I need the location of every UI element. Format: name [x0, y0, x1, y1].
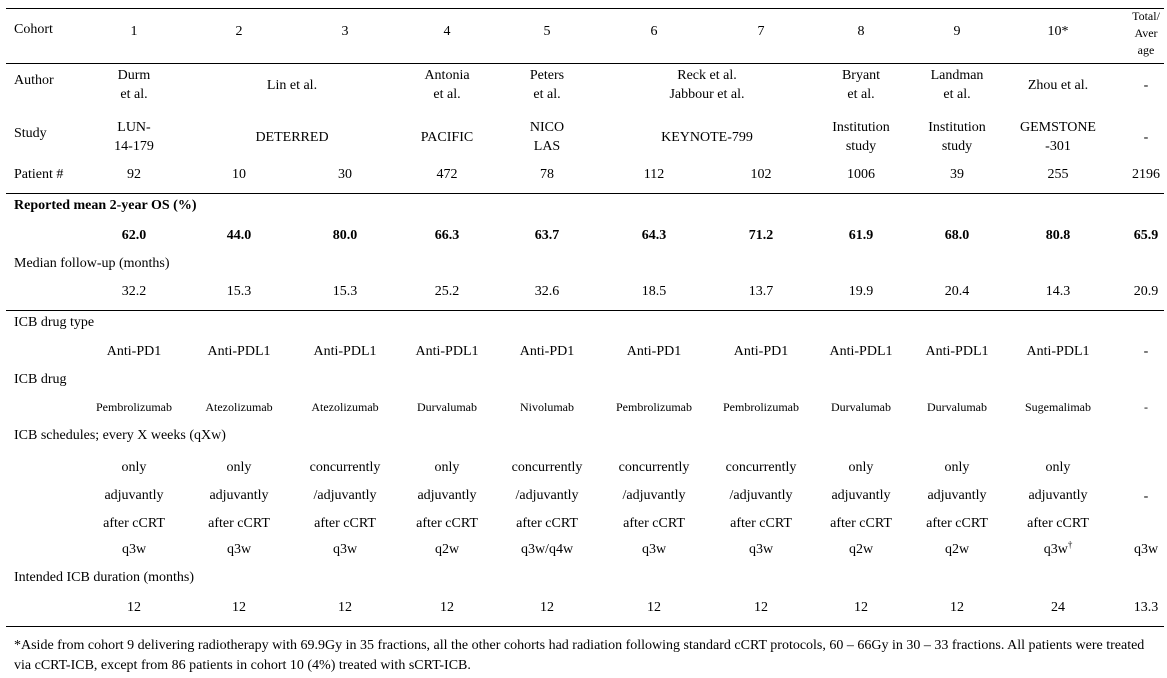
- header-cohort: 10*: [1047, 24, 1069, 39]
- patients-cell: 472: [436, 167, 458, 182]
- duration-cell: 12: [950, 600, 964, 615]
- study-label: Study: [14, 126, 47, 141]
- drug-cell: Pembrolizumab: [96, 400, 172, 414]
- os-cell: 66.3: [434, 228, 460, 243]
- drug-cell: Atezolizumab: [311, 400, 379, 414]
- author-label: Author: [14, 73, 54, 88]
- schedule-cell: only adjuvantly after cCRT: [103, 460, 165, 531]
- os-cell: 63.7: [534, 228, 560, 243]
- duration-cell: 12: [338, 600, 352, 615]
- os-cell: 44.0: [226, 228, 252, 243]
- drug-cell: Pembrolizumab: [616, 400, 692, 414]
- duration-cell: 13.3: [1133, 600, 1159, 615]
- schedule-cell: only adjuvantly after cCRT: [416, 460, 478, 531]
- header-cohort: 9: [953, 24, 961, 39]
- os-cell: 65.9: [1133, 228, 1159, 243]
- duration-cell: 12: [647, 600, 661, 615]
- drug-type-cell: Anti-PDL1: [415, 344, 479, 359]
- duration-cell: 24: [1051, 600, 1065, 615]
- frequency-cell: q2w: [434, 542, 460, 557]
- table-rule-top: [6, 8, 1164, 9]
- study-cell: Institution study: [928, 120, 986, 154]
- drug-type-cell: Anti-PDL1: [313, 344, 377, 359]
- os-cell: 62.0: [121, 228, 147, 243]
- drug-type-cell: -: [1143, 344, 1149, 359]
- schedule-cell: only adjuvantly after cCRT: [830, 460, 892, 531]
- drug-type-cell: Anti-PD1: [519, 344, 575, 359]
- drug-type-cell: Anti-PDL1: [1026, 344, 1090, 359]
- patients-label: Patient #: [14, 167, 64, 182]
- frequency-cell: q2w: [848, 542, 874, 557]
- patients-cell: 30: [338, 167, 352, 182]
- schedule-cell: only adjuvantly after cCRT: [926, 460, 988, 531]
- study-cell: NICO LAS: [529, 120, 565, 154]
- header-cohort: 3: [341, 24, 349, 39]
- patients-cell: 92: [127, 167, 141, 182]
- drug-cell: Durvalumab: [417, 400, 477, 414]
- table-rule-section-1: [6, 193, 1164, 194]
- table-footnote: *Aside from cohort 9 delivering radiotherapy with 69.9Gy in 35 fractions, all the other cohorts had radiation following standard cCRT protocols, 60 – 66Gy in 30 – 33 fractions. All patients were treated via cCRT-ICB, except from 86 patients in cohort 10 (4%) treated with sCRT-ICB.: [14, 638, 1145, 673]
- frequency-cell: q2w: [944, 542, 970, 557]
- duration-cell: 12: [854, 600, 868, 615]
- os-cell: 80.8: [1045, 228, 1071, 243]
- study-cell: -: [1143, 130, 1149, 145]
- header-total: Total/ Aver age: [1132, 9, 1160, 57]
- drug-type-cell: Anti-PDL1: [925, 344, 989, 359]
- schedule-cell: concurrently /adjuvantly after cCRT: [725, 460, 797, 531]
- duration-cell: 12: [440, 600, 454, 615]
- followup-cell: 20.9: [1133, 284, 1159, 299]
- table-rule-header: [6, 63, 1164, 64]
- patients-cell: 10: [232, 167, 246, 182]
- duration-cell: 12: [127, 600, 141, 615]
- os-cell: 61.9: [848, 228, 874, 243]
- drug-label: ICB drug: [14, 372, 67, 387]
- os-cell: 71.2: [748, 228, 774, 243]
- duration-label: Intended ICB duration (months): [14, 570, 195, 585]
- os-cell: 80.0: [332, 228, 358, 243]
- drug-cell: Durvalumab: [831, 400, 891, 414]
- study-cell: KEYNOTE-799: [661, 130, 753, 145]
- drug-type-label: ICB drug type: [14, 315, 95, 330]
- drug-cell: Sugemalimab: [1025, 400, 1091, 414]
- header-cohort: 1: [130, 24, 138, 39]
- table-rule-section-2: [6, 310, 1164, 311]
- frequency-cell: q3w: [748, 542, 774, 557]
- followup-cell: 25.2: [434, 284, 460, 299]
- drug-cell: Durvalumab: [927, 400, 987, 414]
- patients-cell: 1006: [847, 167, 875, 182]
- schedule-cell: concurrently /adjuvantly after cCRT: [309, 460, 381, 531]
- frequency-cell: q3w/q4w: [520, 542, 574, 557]
- followup-cell: 14.3: [1045, 284, 1071, 299]
- followup-cell: 32.6: [534, 284, 560, 299]
- frequency-cell: q3w: [121, 542, 147, 557]
- header-cohort: 6: [650, 24, 658, 39]
- schedule-cell: concurrently /adjuvantly after cCRT: [618, 460, 690, 531]
- header-cohort: 2: [235, 24, 243, 39]
- drug-cell: Pembrolizumab: [723, 400, 799, 414]
- patients-cell: 39: [950, 167, 964, 182]
- study-cell: LUN- 14-179: [114, 120, 154, 154]
- schedule-cell: -: [1143, 489, 1149, 504]
- frequency-cell: q3w†: [1043, 539, 1073, 557]
- author-cell: -: [1143, 78, 1149, 93]
- study-cell: Institution study: [832, 120, 890, 154]
- followup-cell: 15.3: [332, 284, 358, 299]
- header-cohort: 5: [543, 24, 551, 39]
- patients-cell: 112: [643, 167, 665, 182]
- author-cell: Landman et al.: [930, 68, 984, 102]
- schedule-cell: only adjuvantly after cCRT: [1027, 460, 1089, 531]
- author-cell: Peters et al.: [529, 68, 565, 102]
- os-label: Reported mean 2-year OS (%): [14, 198, 197, 213]
- drug-type-cell: Anti-PD1: [106, 344, 162, 359]
- patients-cell: 78: [540, 167, 554, 182]
- frequency-cell: q3w: [1133, 542, 1159, 557]
- frequency-cell: q3w: [641, 542, 667, 557]
- header-cohort: 8: [857, 24, 865, 39]
- header-label: Cohort: [14, 22, 53, 37]
- drug-cell: Nivolumab: [520, 400, 574, 414]
- schedule-cell: only adjuvantly after cCRT: [208, 460, 270, 531]
- header-cohort: 4: [443, 24, 451, 39]
- dagger-mark: †: [1067, 539, 1073, 550]
- schedule-label: ICB schedules; every X weeks (qXw): [14, 428, 226, 443]
- os-cell: 68.0: [944, 228, 970, 243]
- os-cell: 64.3: [641, 228, 667, 243]
- drug-type-cell: Anti-PD1: [626, 344, 682, 359]
- author-cell: Reck et al. Jabbour et al.: [669, 68, 745, 102]
- followup-label: Median follow-up (months): [14, 256, 170, 271]
- followup-cell: 15.3: [226, 284, 252, 299]
- followup-cell: 19.9: [848, 284, 874, 299]
- followup-cell: 18.5: [641, 284, 667, 299]
- study-cell: PACIFIC: [420, 130, 474, 145]
- author-cell: Antonia et al.: [424, 68, 470, 102]
- drug-type-cell: Anti-PDL1: [207, 344, 271, 359]
- drug-cell: -: [1144, 400, 1148, 414]
- drug-cell: Atezolizumab: [205, 400, 273, 414]
- table-rule-bottom: [6, 626, 1164, 627]
- patients-cell: 2196: [1132, 167, 1160, 182]
- author-cell: Zhou et al.: [1027, 78, 1089, 93]
- study-cell: GEMSTONE -301: [1020, 120, 1096, 154]
- patients-cell: 102: [750, 167, 772, 182]
- author-cell: Lin et al.: [266, 78, 318, 93]
- patients-cell: 255: [1047, 167, 1069, 182]
- frequency-cell: q3w: [332, 542, 358, 557]
- followup-cell: 20.4: [944, 284, 970, 299]
- frequency-cell: q3w: [226, 542, 252, 557]
- duration-cell: 12: [540, 600, 554, 615]
- drug-type-cell: Anti-PD1: [733, 344, 789, 359]
- followup-cell: 13.7: [748, 284, 774, 299]
- author-cell: Bryant et al.: [841, 68, 881, 102]
- duration-cell: 12: [232, 600, 246, 615]
- schedule-cell: concurrently /adjuvantly after cCRT: [511, 460, 583, 531]
- header-cohort: 7: [757, 24, 765, 39]
- followup-cell: 32.2: [121, 284, 147, 299]
- author-cell: Durm et al.: [117, 68, 151, 102]
- study-cell: DETERRED: [255, 130, 329, 145]
- duration-cell: 12: [754, 600, 768, 615]
- drug-type-cell: Anti-PDL1: [829, 344, 893, 359]
- results-table: [6, 8, 1164, 628]
